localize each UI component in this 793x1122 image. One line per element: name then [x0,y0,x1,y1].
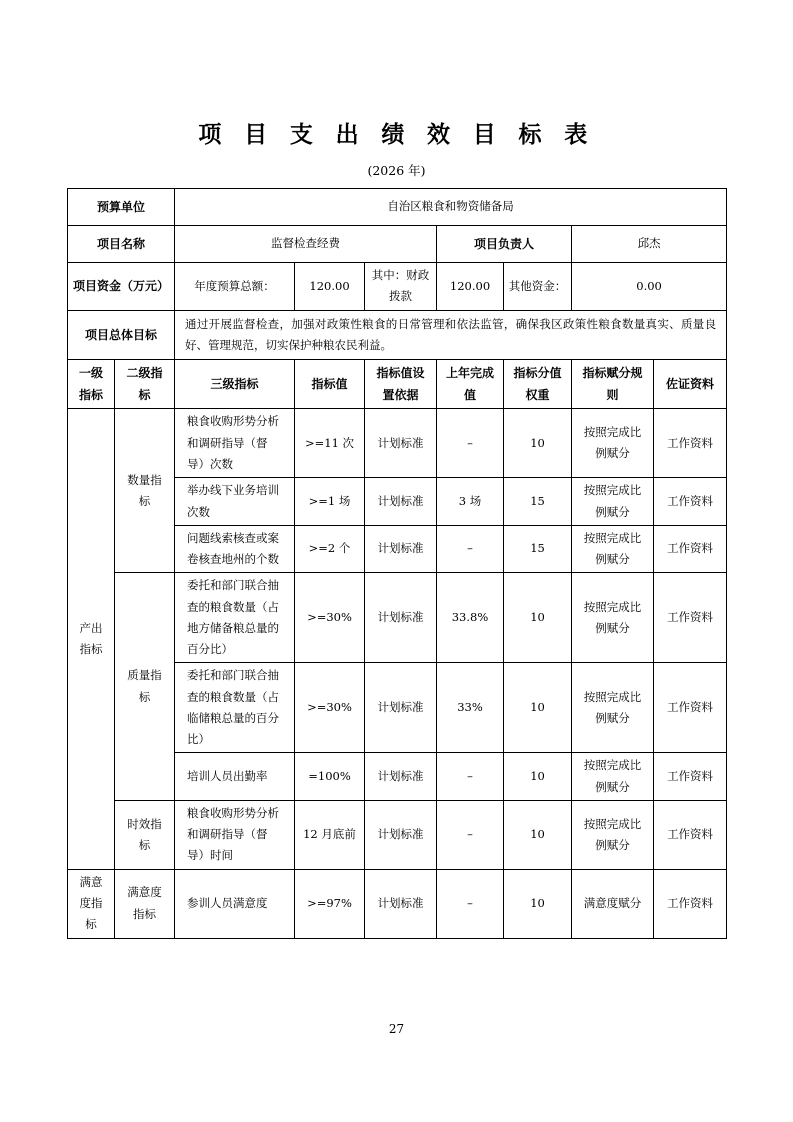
indicator-weight: 15 [504,478,572,526]
indicator-weight: 10 [504,663,572,753]
indicator-value: >=30% [295,573,365,663]
level2-timeliness-cell: 时效指标 [115,800,175,869]
level3-indicator: 委托和部门联合抽查的粮食数量（占临储粮总量的百分比） [175,663,295,753]
indicator-basis: 计划标准 [365,753,437,801]
indicator-rule: 按照完成比例赋分 [572,525,654,573]
indicator-last-year: – [437,800,504,869]
indicator-row [68,573,727,663]
indicator-basis: 计划标准 [365,525,437,573]
header-rule: 指标赋分规则 [572,360,654,409]
other-funds-label: 其他资金： [504,263,572,311]
indicator-weight: 15 [504,525,572,573]
indicator-evidence: 工作资料 [654,573,727,663]
header-level2: 二级指标 [115,360,175,409]
indicator-basis: 计划标准 [365,663,437,753]
indicator-header-row [68,360,727,409]
level3-indicator: 举办线下业务培训次数 [175,478,295,526]
level1-output-cell: 产出指标 [68,409,115,869]
indicator-evidence: 工作资料 [654,409,727,478]
indicator-rule: 按照完成比例赋分 [572,478,654,526]
project-leader-label: 项目负责人 [437,226,572,263]
indicator-last-year: 3 场 [437,478,504,526]
indicator-evidence: 工作资料 [654,525,727,573]
indicator-value: >=2 个 [295,525,365,573]
project-leader-value: 邱杰 [572,226,727,263]
indicator-rule: 按照完成比例赋分 [572,800,654,869]
indicator-last-year: – [437,525,504,573]
overall-goal-value: 通过开展监督检查，加强对政策性粮食的日常管理和依法监管，确保我区政策性粮食数量真实、质量良好、管理规范，切实保护种粮农民利益。 [175,310,727,360]
indicator-row [68,800,727,869]
project-name-value: 监督检查经费 [175,226,437,263]
indicator-rule: 满意度赋分 [572,869,654,938]
page-subtitle: (2026 年) [367,163,426,178]
budget-unit-value: 自治区粮食和物资储备局 [175,189,727,226]
header-value: 指标值 [295,360,365,409]
level3-indicator: 参训人员满意度 [175,869,295,938]
indicator-evidence: 工作资料 [654,663,727,753]
annual-budget-value: 120.00 [295,263,365,311]
level3-indicator: 问题线索核查或案卷核查地州的个数 [175,525,295,573]
level2-quality-cell: 质量指标 [115,573,175,801]
budget-unit-row [68,189,727,226]
header-level1: 一级指标 [68,360,115,409]
indicator-evidence: 工作资料 [654,800,727,869]
indicator-evidence: 工作资料 [654,478,727,526]
indicator-row [68,869,727,938]
header-basis: 指标值设置依据 [365,360,437,409]
indicator-value: >=30% [295,663,365,753]
indicator-weight: 10 [504,573,572,663]
indicator-basis: 计划标准 [365,478,437,526]
indicator-last-year: – [437,869,504,938]
project-funds-row [68,263,727,311]
indicator-weight: 10 [504,753,572,801]
level3-indicator: 委托和部门联合抽查的粮食数量（占地方储备粮总量的百分比） [175,573,295,663]
indicator-weight: 10 [504,409,572,478]
header-evidence: 佐证资料 [654,360,727,409]
indicator-rule: 按照完成比例赋分 [572,409,654,478]
indicator-value: 12 月底前 [295,800,365,869]
indicator-last-year: 33.8% [437,573,504,663]
annual-budget-label: 年度预算总额： [175,263,295,311]
page-title: 项 目 支 出 绩 效 目 标 表 [198,121,595,148]
project-name-label: 项目名称 [68,226,175,263]
indicator-evidence: 工作资料 [654,869,727,938]
indicator-basis: 计划标准 [365,409,437,478]
indicator-rule: 按照完成比例赋分 [572,573,654,663]
indicator-weight: 10 [504,869,572,938]
level1-satisfaction-cell: 满意度指标 [68,869,115,938]
project-name-row [68,226,727,263]
indicator-basis: 计划标准 [365,800,437,869]
fiscal-allocation-label: 其中：财政拨款 [365,263,437,311]
level2-satisfaction-cell: 满意度指标 [115,869,175,938]
indicator-value: >=1 场 [295,478,365,526]
indicator-basis: 计划标准 [365,869,437,938]
header-last-year: 上年完成值 [437,360,504,409]
level2-quantity-cell: 数量指标 [115,409,175,573]
indicator-row [68,409,727,478]
project-funds-label: 项目资金（万元） [68,263,175,311]
indicator-evidence: 工作资料 [654,753,727,801]
indicator-value: >=11 次 [295,409,365,478]
fiscal-allocation-value: 120.00 [437,263,504,311]
overall-goal-row [68,310,727,360]
indicator-value: >=97% [295,869,365,938]
header-weight: 指标分值权重 [504,360,572,409]
level3-indicator: 粮食收购形势分析和调研指导（督导）时间 [175,800,295,869]
indicator-last-year: 33% [437,663,504,753]
indicator-weight: 10 [504,800,572,869]
header-level3: 三级指标 [175,360,295,409]
indicator-last-year: – [437,753,504,801]
indicator-rule: 按照完成比例赋分 [572,753,654,801]
budget-unit-label: 预算单位 [68,189,175,226]
indicator-last-year: – [437,409,504,478]
performance-target-table [67,188,727,939]
level3-indicator: 培训人员出勤率 [175,753,295,801]
indicator-value: =100% [295,753,365,801]
level3-indicator: 粮食收购形势分析和调研指导（督导）次数 [175,409,295,478]
page-number: 27 [388,1022,405,1036]
indicator-basis: 计划标准 [365,573,437,663]
overall-goal-label: 项目总体目标 [68,310,175,360]
other-funds-value: 0.00 [572,263,727,311]
indicator-rule: 按照完成比例赋分 [572,663,654,753]
